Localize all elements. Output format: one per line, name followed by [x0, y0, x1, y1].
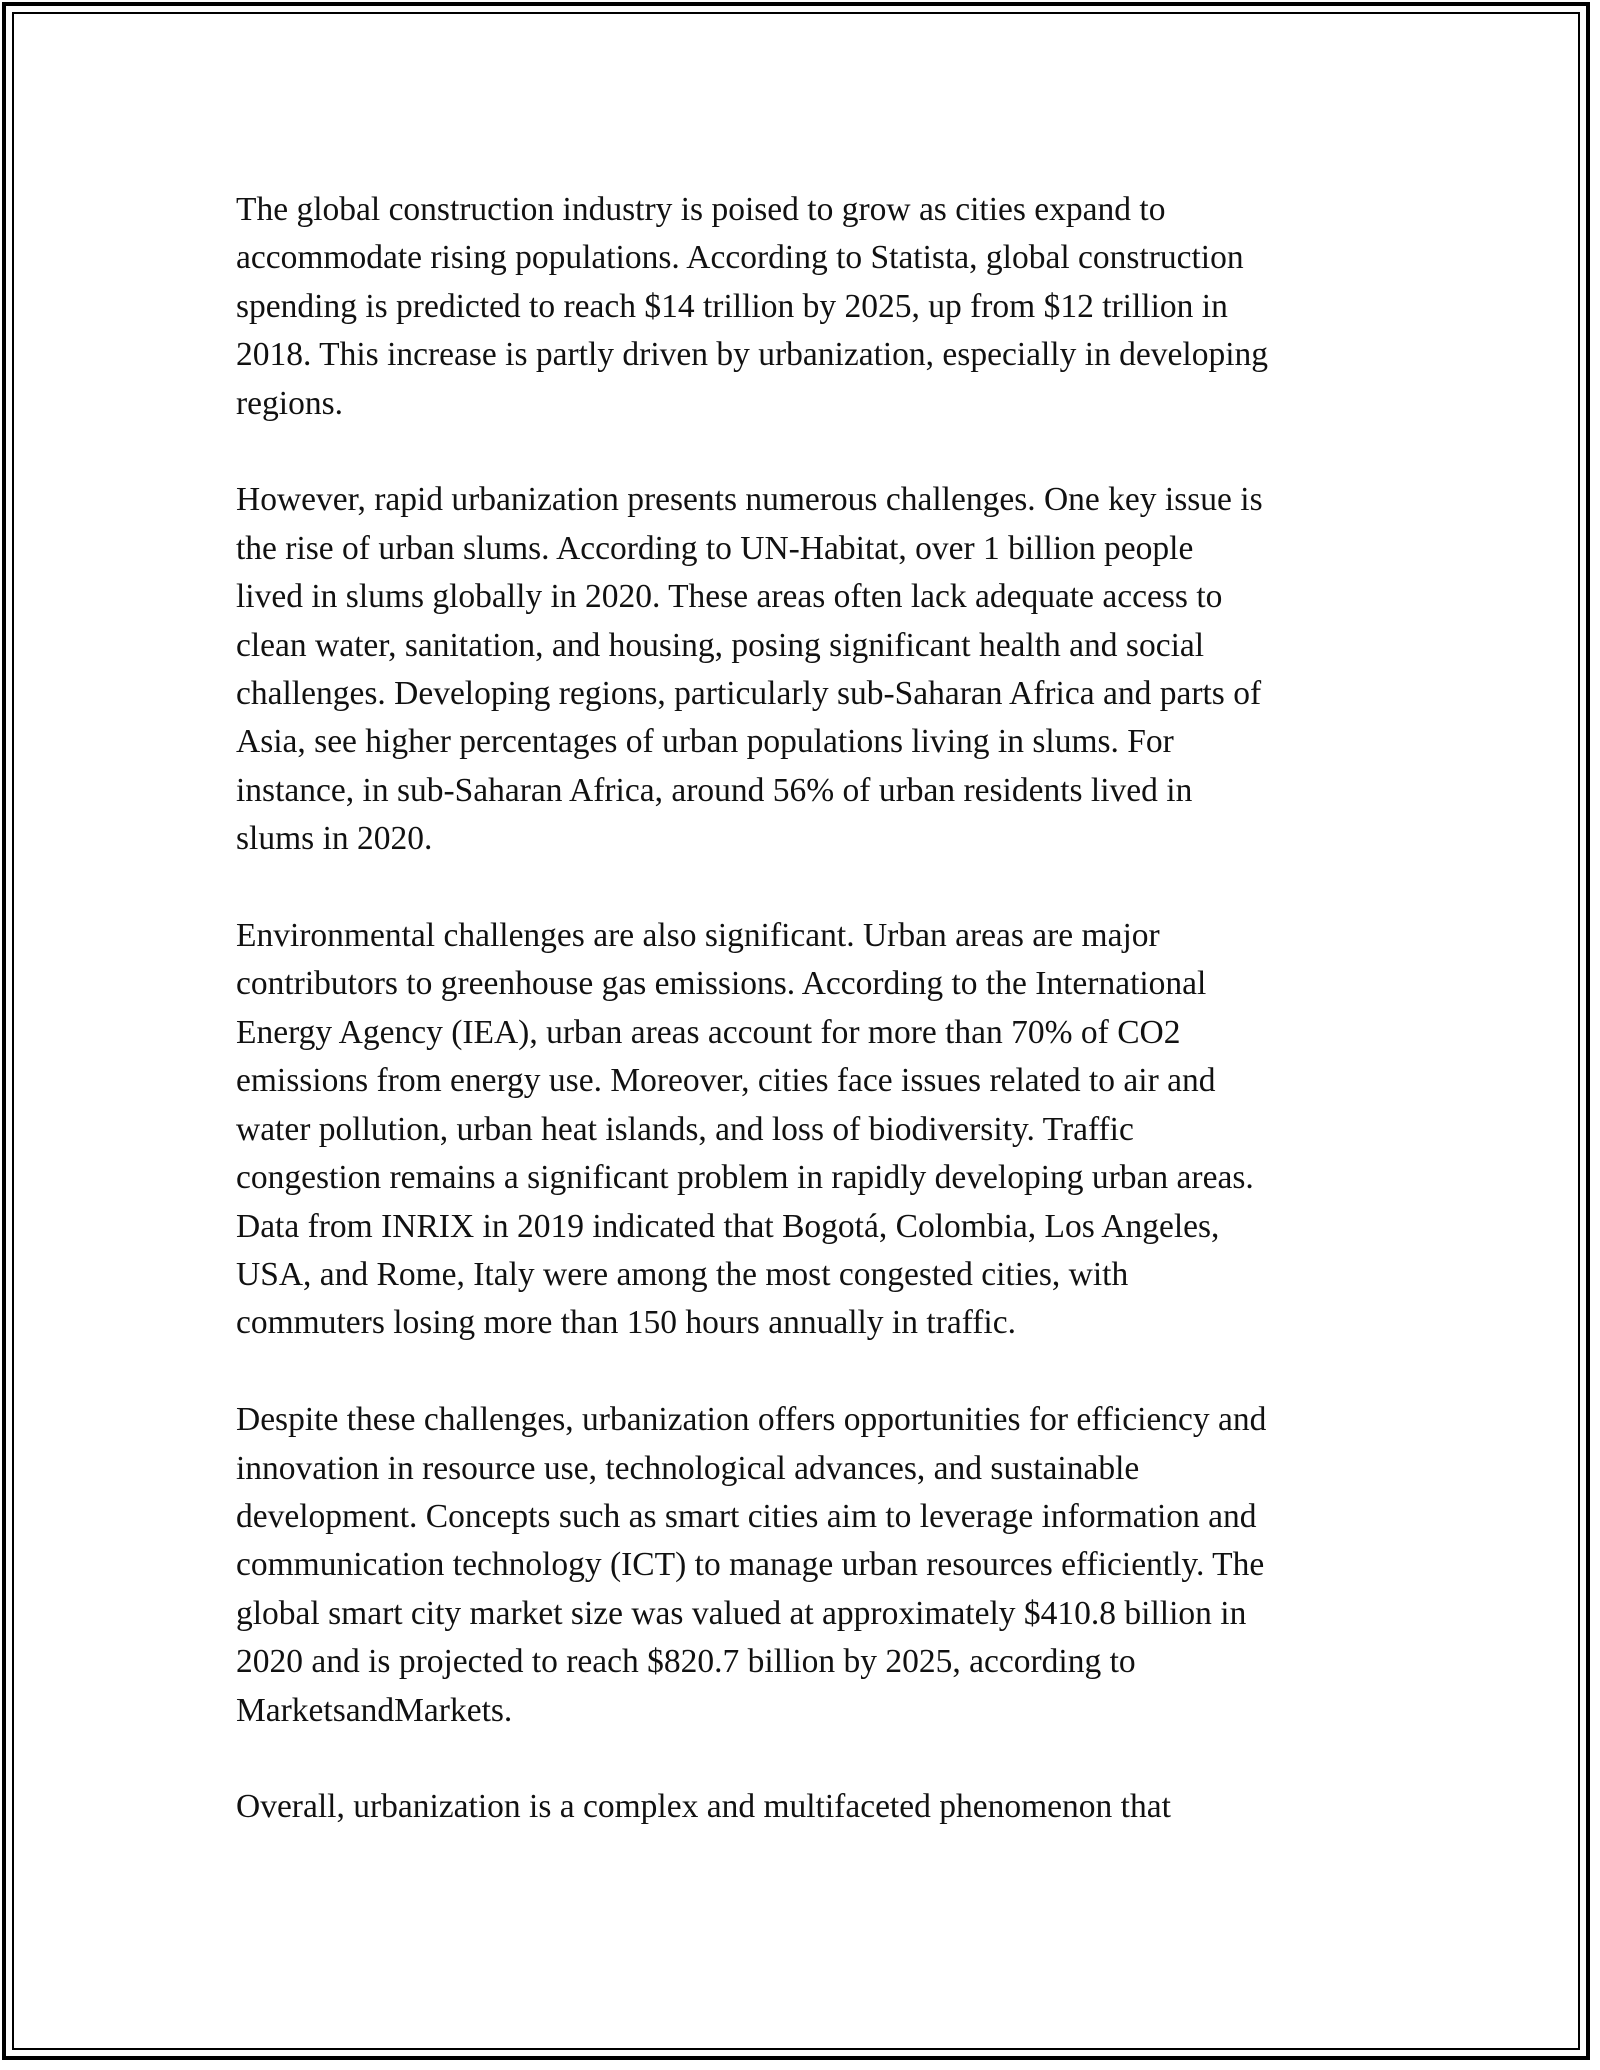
text-line: Environmental challenges are also significant. Urban areas are major	[236, 917, 1160, 955]
paragraph-urban-slums	[236, 476, 1376, 863]
text-line: lived in slums globally in 2020. These areas often lack adequate access to	[236, 578, 1223, 616]
text-line: innovation in resource use, technological advances, and sustainable	[236, 1449, 1140, 1487]
text-line: 2018. This increase is partly driven by urbanization, especially in developing	[236, 336, 1269, 374]
text-line: congestion remains a significant problem in rapidly developing urban areas.	[236, 1159, 1254, 1197]
text-line: the rise of urban slums. According to UN-Habitat, over 1 billion people	[236, 529, 1194, 567]
document-body	[236, 186, 1376, 1880]
text-line: commuters losing more than 150 hours annually in traffic.	[236, 1304, 1016, 1342]
text-line: USA, and Rome, Italy were among the most congested cities, with	[236, 1255, 1129, 1293]
text-line: slums in 2020.	[236, 820, 433, 858]
text-line: contributors to greenhouse gas emissions. According to the International	[236, 965, 1207, 1003]
text-line: development. Concepts such as smart cities aim to leverage information and	[236, 1497, 1257, 1535]
paragraph-environmental-challenges	[236, 912, 1376, 1348]
text-line: Overall, urbanization is a complex and multifaceted phenomenon that	[236, 1788, 1171, 1826]
text-line: spending is predicted to reach $14 trillion by 2025, up from $12 trillion in	[236, 287, 1228, 325]
text-line: water pollution, urban heat islands, and loss of biodiversity. Traffic	[236, 1110, 1134, 1148]
text-line: accommodate rising populations. According to Statista, global construction	[236, 239, 1244, 277]
text-line: regions.	[236, 384, 343, 422]
text-line: The global construction industry is poised to grow as cities expand to	[236, 191, 1166, 228]
text-line: emissions from energy use. Moreover, cities face issues related to air and	[236, 1062, 1216, 1100]
text-line: global smart city market size was valued at approximately $410.8 billion in	[236, 1594, 1247, 1632]
text-line: Despite these challenges, urbanization offers opportunities for efficiency and	[236, 1401, 1267, 1439]
text-line: MarketsandMarkets.	[236, 1691, 513, 1729]
text-line: Data from INRIX in 2019 indicated that Bogotá, Colombia, Los Angeles,	[236, 1207, 1220, 1245]
text-line: clean water, sanitation, and housing, posing significant health and social	[236, 626, 1205, 664]
paragraph-smart-cities	[236, 1396, 1376, 1735]
text-line: Energy Agency (IEA), urban areas account for more than 70% of CO2	[236, 1013, 1181, 1051]
paragraph-construction-industry	[236, 186, 1376, 428]
text-line: Asia, see higher percentages of urban populations living in slums. For	[236, 723, 1174, 761]
text-line: instance, in sub-Saharan Africa, around 56% of urban residents lived in	[236, 771, 1193, 809]
text-line: challenges. Developing regions, particularly sub-Saharan Africa and parts of	[236, 675, 1262, 713]
text-line: 2020 and is projected to reach $820.7 billion by 2025, according to	[236, 1643, 1136, 1681]
text-line: communication technology (ICT) to manage urban resources efficiently. The	[236, 1546, 1265, 1584]
text-line: However, rapid urbanization presents numerous challenges. One key issue is	[236, 481, 1263, 519]
paragraph-overall	[236, 1783, 1376, 1831]
